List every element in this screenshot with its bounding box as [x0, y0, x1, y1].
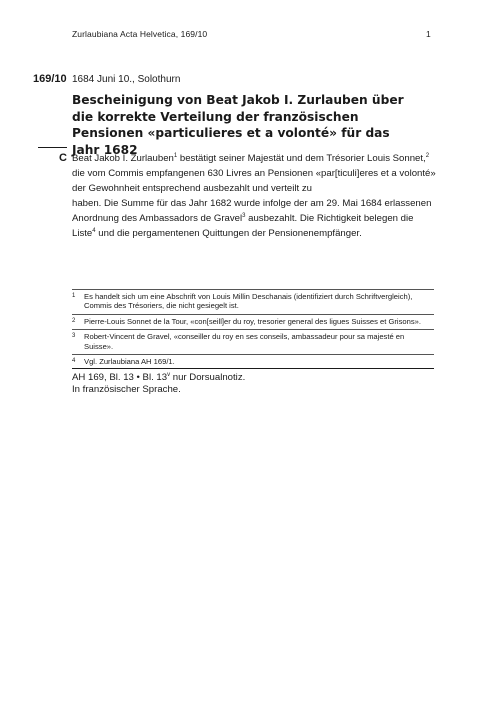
footnote-ref[interactable]: 2	[425, 152, 430, 159]
source-archive: AH 169, Bl. 13 • Bl. 13	[72, 372, 168, 383]
footnote	[72, 289, 434, 314]
language-note: In französischer Sprache.	[72, 384, 181, 395]
regest-segment: die vom Commis empfangenen 630 Livres an Pensionen «par[ticuli]eres et a volonté» der Gewohnheit entsprechend ausbezahlt und verteilt zu	[72, 168, 436, 194]
regest-segment: bestätigt seiner Majestät und dem Trésorier Louis Sonnet,	[177, 153, 426, 164]
source-apparatus	[72, 368, 434, 396]
verso-mark: v	[167, 371, 171, 378]
footnote	[72, 314, 434, 329]
regest-segment: und die pergamentenen Quittungen der Pensionenempfänger.	[95, 228, 362, 239]
footnote-text: Robert-Vincent de Gravel, «conseiller du roy en ses conseils, ambassadeur pour sa majesté en Suisse».	[84, 332, 405, 351]
regest-segment: Beat Jakob I. Zurlauben	[72, 153, 174, 164]
regest-segment: haben. Die Summe für das Jahr 1682 wurde infolge der am 29. Mai 1684 erlassenen Anordnung des Ambassadors de Gravel	[72, 198, 432, 224]
footnote-number: 2	[72, 317, 76, 324]
document-number: 169/10	[33, 73, 67, 85]
footnote-number: 3	[72, 333, 76, 340]
footnotes	[72, 289, 434, 369]
footnote-ref[interactable]: 1	[173, 152, 178, 159]
footnote-ref[interactable]: 4	[92, 227, 96, 234]
regest-paragraph-1	[72, 151, 437, 196]
source-note: nur Dorsualnotiz.	[170, 372, 246, 383]
footnote-text: Es handelt sich um eine Abschrift von Louis Millin Deschanais (identifiziert durch Schriftvergleich), Commis des Trésoriers, die nicht gesiegelt ist.	[84, 292, 413, 311]
document-date-place: 1684 Juni 10., Solothurn	[72, 74, 181, 85]
footnote-number: 1	[72, 293, 76, 299]
document-title: Bescheinigung von Beat Jakob I. Zurlauben über die korrekte Verteilung der französischen Pensionen «particulieres et a volonté» für das Jahr 1682	[72, 93, 404, 157]
footnote-text: Vgl. Zurlaubiana AH 169/1.	[84, 357, 175, 367]
running-header-title: Zurlaubiana Acta Helvetica, 169/10	[72, 29, 208, 39]
section-divider	[38, 147, 67, 148]
regest-paragraph-2	[72, 196, 437, 241]
copy-type-marker: C	[59, 152, 67, 164]
footnote-ref[interactable]: 3	[242, 212, 246, 219]
source-line	[72, 372, 434, 384]
footnote-text: Pierre-Louis Sonnet de la Tour, «con[seill]er du roy, tresorier general des ligues Suisses et Grisons».	[84, 316, 421, 326]
footnote-number: 4	[72, 358, 76, 365]
regest-segment: ausbezahlt. Die Richtigkeit belegen die Liste	[72, 213, 414, 239]
page-number: 1	[426, 29, 431, 39]
footnote	[72, 329, 434, 354]
regest-text	[72, 151, 437, 241]
